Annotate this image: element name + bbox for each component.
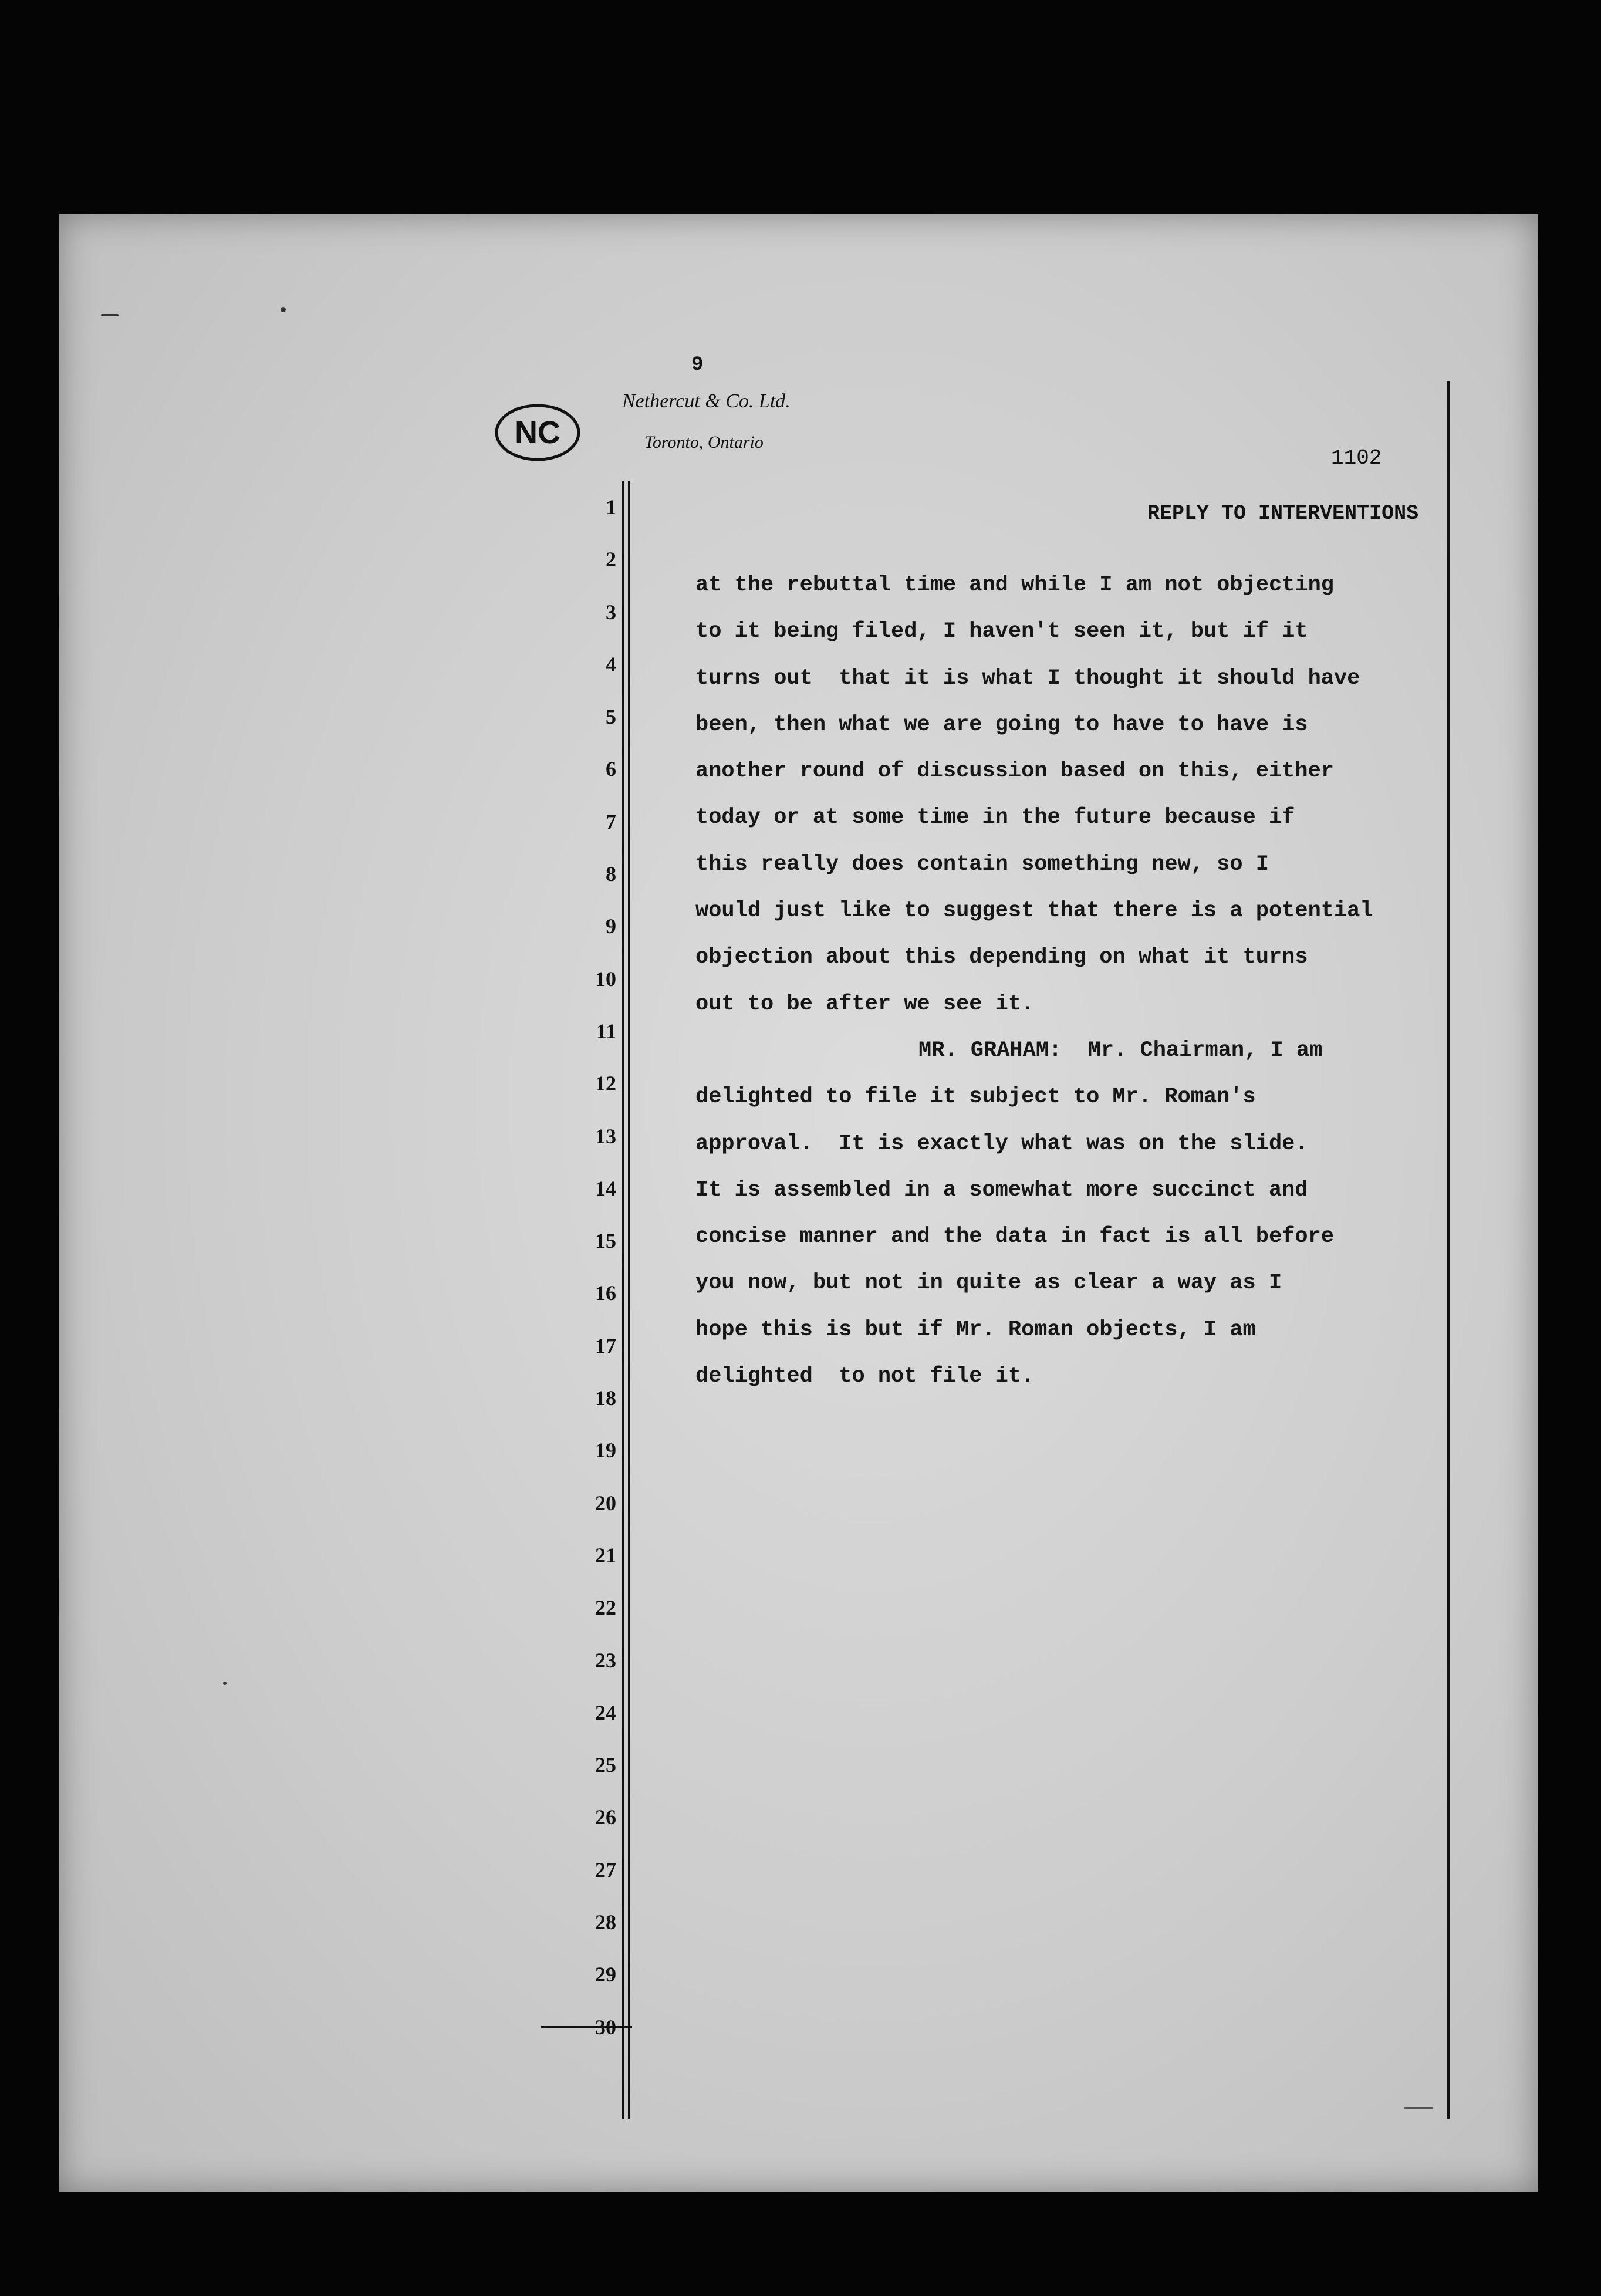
- page-number: 1102: [1331, 446, 1382, 470]
- transcript-line: concise manner and the data in fact is all before: [695, 1224, 1334, 1250]
- line-number: 5: [606, 705, 616, 729]
- line-number: 21: [595, 1543, 616, 1567]
- scan-speck: [223, 1682, 227, 1685]
- line-number: 23: [595, 1648, 616, 1672]
- transcript-line: to it being filed, I haven't seen it, but if it: [695, 619, 1308, 644]
- line-number: 17: [595, 1333, 616, 1358]
- margin-rule-left-outer: [622, 481, 624, 2119]
- line-number: 3: [606, 600, 616, 624]
- line-number: 18: [595, 1386, 616, 1410]
- line-number: 27: [595, 1858, 616, 1882]
- line-number: 30: [595, 2015, 616, 2039]
- transcript-page: [59, 214, 1538, 2192]
- line-number: 29: [595, 1963, 616, 1987]
- line-number: 7: [606, 809, 616, 833]
- line-number: 13: [595, 1124, 616, 1148]
- line-number: 22: [595, 1596, 616, 1620]
- transcript-line: been, then what we are going to have to have is: [695, 712, 1308, 737]
- line-number: 1: [606, 495, 616, 519]
- margin-rule-left-inner: [628, 481, 630, 2119]
- transcript-line: approval. It is exactly what was on the slide.: [695, 1131, 1308, 1156]
- line-number: 16: [595, 1281, 616, 1305]
- line-number: 20: [595, 1491, 616, 1515]
- firm-logo: [494, 403, 581, 462]
- transcript-line: this really does contain something new, so I: [695, 852, 1269, 877]
- line-number: 26: [595, 1805, 616, 1829]
- transcript-line: out to be after we see it.: [695, 991, 1035, 1017]
- transcript-line: at the rebuttal time and while I am not objecting: [695, 573, 1334, 597]
- transcript-body: [695, 562, 1373, 1400]
- speaker-label: MR. GRAHAM:: [918, 1038, 1062, 1063]
- transcript-line: another round of discussion based on this, either: [695, 759, 1334, 784]
- line-number: 9: [606, 914, 616, 938]
- transcript-line: you now, but not in quite as clear a way as I: [695, 1271, 1282, 1296]
- scan-speck: [1404, 2107, 1433, 2109]
- firm-location: Toronto, Ontario: [644, 433, 764, 452]
- line-number: 28: [595, 1910, 616, 1934]
- firm-name: Nethercut & Co. Ltd.: [622, 390, 791, 412]
- transcript-line: delighted to file it subject to Mr. Roman's: [695, 1085, 1256, 1110]
- scan-speck: [101, 314, 119, 316]
- line-number: 6: [606, 757, 616, 781]
- line-number: 24: [595, 1700, 616, 1724]
- transcript-line: It is assembled in a somewhat more succinct and: [695, 1177, 1308, 1203]
- transcript-line: would just like to suggest that there is a potential: [695, 899, 1373, 924]
- line-number: 4: [606, 652, 616, 676]
- scan-speck: [281, 307, 286, 312]
- line-number: 19: [595, 1439, 616, 1463]
- transcript-line: objection about this depending on what it turns: [695, 945, 1308, 970]
- speaker-line: [695, 1028, 1373, 1074]
- line-number: 8: [606, 862, 616, 886]
- logo-monogram: NC: [515, 415, 560, 450]
- page-sequence-number: 9: [691, 354, 704, 376]
- transcript-line: today or at some time in the future because if: [695, 805, 1295, 830]
- transcript-line: turns out that it is what I thought it should have: [695, 666, 1360, 691]
- line-number: 12: [595, 1072, 616, 1096]
- speaker-first-line: Mr. Chairman, I am: [1087, 1038, 1323, 1063]
- line-number: 14: [595, 1176, 616, 1200]
- line-number: 11: [596, 1019, 616, 1043]
- margin-rule-right: [1447, 381, 1450, 2119]
- line-number: 15: [595, 1229, 616, 1253]
- transcript-line: hope this is but if Mr. Roman objects, I am: [695, 1317, 1256, 1342]
- line-number: 25: [595, 1753, 616, 1777]
- line-number-column: [558, 481, 616, 2054]
- transcript-line: delighted to not file it.: [695, 1364, 1035, 1389]
- line-number: 2: [606, 548, 616, 572]
- section-title: REPLY TO INTERVENTIONS: [1147, 502, 1419, 525]
- line-number: 10: [595, 967, 616, 991]
